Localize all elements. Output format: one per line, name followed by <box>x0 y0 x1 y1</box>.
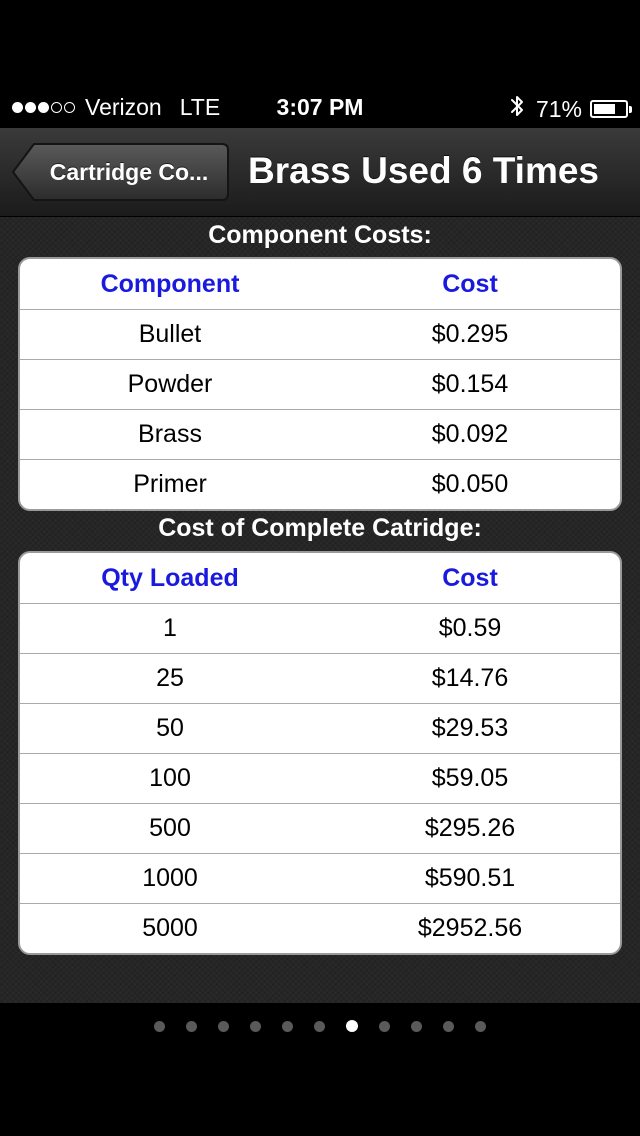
complete-cartridge-title: Cost of Complete Catridge: <box>158 514 482 542</box>
page-dot[interactable] <box>186 1021 197 1032</box>
column-header-component: Component <box>100 269 240 298</box>
battery-nub <box>629 106 632 113</box>
column-header-qty-loaded: Qty Loaded <box>101 563 239 592</box>
page-dot[interactable] <box>218 1021 229 1032</box>
carrier-name: Verizon <box>85 94 162 120</box>
table-row <box>20 359 620 409</box>
total-cost: $2952.56 <box>417 914 523 942</box>
navigation-bar <box>0 128 640 217</box>
qty-loaded: 5000 <box>142 914 198 942</box>
qty-loaded: 25 <box>156 664 184 692</box>
component-costs-title: Component Costs: <box>208 221 432 249</box>
content-area[interactable] <box>0 217 640 1003</box>
total-cost: $59.05 <box>431 764 509 792</box>
table-row <box>20 753 620 803</box>
total-cost: $29.53 <box>431 714 509 742</box>
table-row <box>20 459 620 509</box>
back-button-label: Cartridge Co... <box>49 159 209 185</box>
battery-fill <box>594 104 615 114</box>
status-bar <box>0 88 640 128</box>
total-cost: $590.51 <box>424 864 516 892</box>
page-dot[interactable] <box>314 1021 325 1032</box>
total-cost: $295.26 <box>424 814 516 842</box>
page-dot[interactable] <box>443 1021 454 1032</box>
table-row <box>20 703 620 753</box>
table-row <box>20 409 620 459</box>
status-right <box>510 94 628 124</box>
page-dot[interactable] <box>154 1021 165 1032</box>
battery-icon <box>590 100 628 118</box>
page-dot[interactable] <box>379 1021 390 1032</box>
component-cost: $0.154 <box>431 370 509 398</box>
component-name: Primer <box>133 470 207 498</box>
page-dot[interactable] <box>250 1021 261 1032</box>
qty-loaded: 500 <box>149 814 191 842</box>
back-button[interactable] <box>12 142 230 202</box>
column-header-cost: Cost <box>442 563 498 592</box>
network-type: LTE <box>179 94 221 120</box>
table-row <box>20 309 620 359</box>
component-name: Brass <box>138 420 202 448</box>
page-control[interactable] <box>0 1018 640 1034</box>
qty-loaded: 100 <box>149 764 191 792</box>
table-row <box>20 853 620 903</box>
qty-loaded: 50 <box>156 714 184 742</box>
table-row <box>20 653 620 703</box>
status-time: 3:07 PM <box>276 94 364 120</box>
component-costs-table <box>18 257 622 511</box>
page-dot-active[interactable] <box>346 1020 358 1032</box>
qty-loaded: 1 <box>163 614 177 642</box>
page-dot[interactable] <box>282 1021 293 1032</box>
column-header-cost: Cost <box>442 269 498 298</box>
page-dot[interactable] <box>411 1021 422 1032</box>
table-header-row <box>20 259 620 309</box>
component-cost: $0.050 <box>431 470 509 498</box>
bluetooth-icon <box>510 94 524 124</box>
qty-loaded: 1000 <box>142 864 198 892</box>
component-cost: $0.295 <box>431 320 509 348</box>
page-title: Brass Used 6 Times <box>248 150 600 191</box>
complete-cartridge-table <box>18 551 622 955</box>
table-header-row <box>20 553 620 603</box>
table-row <box>20 603 620 653</box>
page-dot[interactable] <box>475 1021 486 1032</box>
total-cost: $14.76 <box>431 664 509 692</box>
battery-percent: 71% <box>535 95 582 122</box>
table-row <box>20 903 620 953</box>
component-cost: $0.092 <box>431 420 509 448</box>
total-cost: $0.59 <box>438 614 502 642</box>
table-row <box>20 803 620 853</box>
component-name: Bullet <box>138 320 202 348</box>
component-name: Powder <box>127 370 213 398</box>
